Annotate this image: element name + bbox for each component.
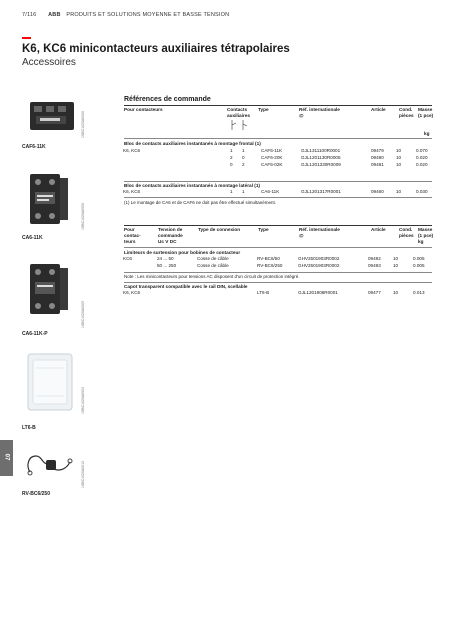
t1-group2-title: Bloc de contacts auxiliaires instantanés à montage latéral (1) — [124, 183, 260, 188]
lt6-b-image — [24, 350, 78, 416]
t2-col-article: Article — [371, 227, 386, 232]
page-header — [22, 12, 229, 18]
rule-group-3 — [124, 282, 432, 283]
t1-group1-title: Bloc de contacts auxiliaires instantanés à montage frontal (1) — [124, 141, 261, 146]
t2-col-cond: Cond. pièces — [399, 227, 414, 238]
brand-logo: ABB — [48, 12, 61, 18]
chapter-tab — [0, 440, 13, 476]
product-label-1: CAF6-11K — [22, 144, 46, 150]
table-row: 0 2 CAF6-02K GJL1201330R0009 09481 10 0.020 — [230, 162, 428, 167]
t2-group1-title: Limiteurs de surtension pour bobines de contacteur — [124, 250, 241, 255]
t2-col-contacteurs: Pour contac-teurs — [124, 227, 141, 244]
product-label-5: RV-BC6/250 — [22, 491, 50, 497]
product-code-3: 1SBC1020A0009 — [81, 300, 85, 328]
product-label-3: CA6-11K-P — [22, 331, 48, 337]
t1-group1-table — [122, 148, 429, 169]
product-code-1: 1SBC1020A0000 — [81, 110, 85, 138]
product-label-2: CA6-11K — [22, 235, 43, 241]
product-code-2: 1SBC1020A0005 — [81, 202, 85, 230]
t1-footnote: (1) Le montage de CA6 et de CAF6 ne doit pas être effectué simultanément. — [124, 200, 277, 205]
t2-group2-title: Capot transparent compatible avec le rail DIN, scellable — [124, 284, 248, 289]
page-number: 7/116 — [22, 12, 37, 18]
rule-head-1 — [124, 138, 432, 139]
t1-group2-table — [122, 189, 429, 196]
rule-group-2 — [124, 197, 432, 198]
t2-note: Note : Les minicontacteurs pour tensions AC disposent d'un circuit de protection intégré. — [124, 274, 300, 279]
table-row: K6, KC6 1 1 CAF6-11K GJL1311100R0001 09479 10 0.070 — [123, 148, 428, 153]
page-subtitle: Accessoires — [22, 57, 76, 68]
header-section: PRODUITS ET SOLUTIONS MOYENNE ET BASSE TENSION — [66, 12, 230, 18]
caf6-11k-image — [26, 98, 78, 136]
rule-head-2 — [124, 247, 432, 248]
t1-col-cond: Cond. pièces — [399, 107, 414, 118]
product-code-5: 1SBC1020A0012 — [81, 460, 85, 488]
rule-group-1 — [124, 181, 432, 182]
title-accent-bar — [22, 37, 31, 39]
t1-col-type: Type — [258, 107, 269, 112]
table-row: K6, KC6 1 1 CA6-11K GJL1201317R0001 09460 10 0.030 — [123, 189, 428, 194]
product-label-4: LT6-B — [22, 425, 36, 431]
ca6-11k-p-image — [24, 258, 76, 320]
table-row: 50 ... 250 Cosse de câble RV-BC6/250 GHV2501903R0002 09493 10 0.005 — [157, 263, 425, 268]
ca6-11k-image — [24, 168, 76, 230]
table-row: K6, KC6 LT6-B GJL1201906R0001 09477 10 0.013 — [123, 290, 425, 295]
table-row: KC6 24 ... 50 Cosse de câble RV-BC6/50 GHV2501903R0002 09492 10 0.005 — [123, 256, 425, 261]
t2-col-tension: Tension de commande Uc V DC — [158, 227, 183, 244]
contact-symbol-icon — [229, 119, 251, 131]
rule-top-2 — [124, 225, 432, 226]
chapter-number: 07 — [3, 453, 10, 461]
t2-col-connexion: Type de connexion — [198, 227, 241, 232]
t2-group2-table — [122, 290, 426, 297]
t1-col-article: Article — [371, 107, 386, 112]
table-row: 2 0 CAF6-20K GJL1201130R0005 09480 10 0.020 — [230, 155, 428, 160]
rv-bc6-250-image — [22, 442, 78, 488]
product-code-4: 1SBC1020A0004 — [81, 386, 85, 414]
t2-group1-table — [122, 256, 426, 270]
rule-note — [124, 272, 432, 273]
t1-unit: kg — [424, 131, 430, 136]
section-title: Références de commande — [124, 96, 211, 103]
t1-col-contacts: Contacts auxiliaires — [227, 107, 250, 118]
t1-col-ref: Réf. internationale @ — [299, 107, 340, 118]
t1-col-masse: Masse (1 pce) — [418, 107, 434, 118]
t2-col-type: Type — [258, 227, 269, 232]
rule-top-1 — [124, 105, 432, 106]
t1-col-contacteurs: Pour contacteurs — [124, 107, 163, 112]
t2-col-ref: Réf. internationale @ — [299, 227, 340, 238]
t2-col-masse: Masse (1 pce) kg — [418, 227, 434, 244]
page-title: K6, KC6 minicontacteurs auxiliaires tétrapolaires — [22, 43, 290, 55]
